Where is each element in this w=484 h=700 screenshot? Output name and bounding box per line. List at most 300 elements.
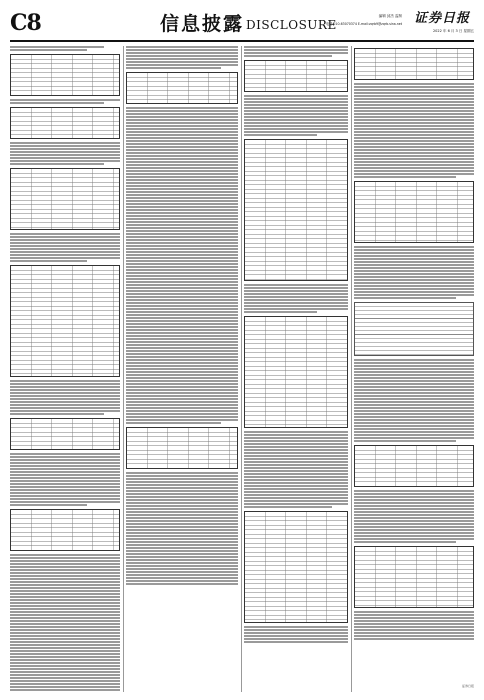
text-line bbox=[126, 170, 238, 172]
publication-date: 2022 年 6 月 3 日 星期五 bbox=[432, 29, 474, 33]
text-line bbox=[10, 590, 120, 592]
text-line bbox=[10, 560, 120, 562]
text-line bbox=[354, 291, 474, 293]
text-line bbox=[244, 284, 348, 286]
text-line bbox=[126, 113, 238, 115]
text-line bbox=[244, 299, 348, 301]
text-line bbox=[126, 544, 238, 546]
data-table bbox=[244, 316, 348, 428]
text-line bbox=[126, 116, 238, 118]
text-line bbox=[10, 254, 120, 256]
text-line bbox=[244, 296, 348, 298]
text-line bbox=[126, 511, 238, 513]
text-line bbox=[10, 644, 120, 646]
text-line bbox=[10, 584, 120, 586]
text-line bbox=[126, 67, 221, 69]
text-line bbox=[10, 596, 120, 598]
data-table bbox=[10, 418, 120, 450]
text-line bbox=[354, 273, 474, 275]
text-line bbox=[10, 380, 120, 382]
text-line bbox=[10, 674, 120, 676]
text-line bbox=[10, 501, 120, 503]
text-line bbox=[244, 434, 348, 436]
text-line bbox=[244, 134, 317, 136]
text-line bbox=[354, 89, 474, 91]
text-line bbox=[354, 383, 474, 385]
text-line bbox=[244, 290, 348, 292]
text-line bbox=[126, 356, 238, 358]
text-line bbox=[354, 134, 474, 136]
page-number: C8 bbox=[10, 10, 41, 36]
text-line bbox=[244, 119, 348, 121]
text-line bbox=[126, 278, 238, 280]
text-line bbox=[10, 251, 120, 253]
text-line bbox=[126, 287, 238, 289]
text-line bbox=[244, 46, 348, 48]
text-line bbox=[126, 335, 238, 337]
text-line bbox=[126, 541, 238, 543]
text-line bbox=[10, 683, 120, 685]
text-line bbox=[354, 541, 456, 543]
section-title-cn: 信息披露 bbox=[160, 13, 245, 35]
text-line bbox=[354, 167, 474, 169]
text-line bbox=[354, 538, 474, 540]
text-line bbox=[126, 55, 238, 57]
text-line bbox=[126, 254, 238, 256]
text-line bbox=[10, 486, 120, 488]
text-line bbox=[126, 574, 238, 576]
text-line bbox=[126, 407, 238, 409]
text-line bbox=[10, 498, 120, 500]
text-line bbox=[126, 161, 238, 163]
text-line bbox=[126, 64, 238, 66]
text-line bbox=[126, 535, 238, 537]
text-line bbox=[244, 311, 317, 313]
text-line bbox=[10, 46, 104, 48]
text-line bbox=[354, 282, 474, 284]
text-line bbox=[126, 269, 238, 271]
text-line bbox=[126, 52, 238, 54]
text-line bbox=[10, 233, 120, 235]
text-line bbox=[10, 99, 120, 101]
text-line bbox=[126, 194, 238, 196]
text-line bbox=[10, 671, 120, 673]
text-line bbox=[126, 158, 238, 160]
text-line bbox=[10, 468, 120, 470]
text-line bbox=[126, 131, 238, 133]
text-line bbox=[354, 425, 474, 427]
text-line bbox=[10, 614, 120, 616]
text-line bbox=[354, 529, 474, 531]
figure bbox=[354, 302, 474, 356]
text-line bbox=[10, 662, 120, 664]
text-line bbox=[244, 104, 348, 106]
text-line bbox=[126, 215, 238, 217]
data-table bbox=[354, 546, 474, 608]
text-line bbox=[10, 453, 120, 455]
text-line bbox=[126, 580, 238, 582]
text-line bbox=[10, 459, 120, 461]
text-line bbox=[126, 176, 238, 178]
text-line bbox=[126, 565, 238, 567]
text-line bbox=[10, 398, 120, 400]
text-line bbox=[244, 113, 348, 115]
text-line bbox=[354, 98, 474, 100]
data-table bbox=[10, 168, 120, 230]
text-line bbox=[10, 629, 120, 631]
text-line bbox=[244, 431, 348, 433]
text-line bbox=[126, 155, 238, 157]
text-line bbox=[244, 638, 348, 640]
text-line bbox=[244, 629, 348, 631]
text-line bbox=[244, 461, 348, 463]
text-line bbox=[126, 134, 238, 136]
text-line bbox=[244, 101, 348, 103]
text-line bbox=[354, 161, 474, 163]
column-2 bbox=[126, 46, 238, 692]
data-table bbox=[10, 265, 120, 377]
text-line bbox=[126, 308, 238, 310]
column-4 bbox=[354, 46, 474, 692]
text-line bbox=[126, 188, 238, 190]
text-line bbox=[126, 275, 238, 277]
text-line bbox=[244, 122, 348, 124]
text-line bbox=[126, 209, 238, 211]
text-line bbox=[10, 142, 120, 144]
text-line bbox=[354, 422, 474, 424]
text-line bbox=[126, 182, 238, 184]
text-line bbox=[126, 553, 238, 555]
text-line bbox=[354, 532, 474, 534]
footer-mark: 证券日报 bbox=[461, 684, 474, 688]
text-line bbox=[126, 484, 238, 486]
text-line bbox=[10, 686, 120, 688]
text-line bbox=[10, 392, 120, 394]
text-line bbox=[126, 344, 238, 346]
text-line bbox=[10, 608, 120, 610]
text-line bbox=[354, 620, 474, 622]
text-line bbox=[126, 290, 238, 292]
text-line bbox=[354, 407, 474, 409]
text-line bbox=[244, 458, 348, 460]
text-line bbox=[126, 377, 238, 379]
text-line bbox=[126, 475, 238, 477]
text-line bbox=[126, 125, 238, 127]
text-line bbox=[354, 276, 474, 278]
text-line bbox=[10, 575, 120, 577]
text-line bbox=[126, 49, 238, 51]
text-line bbox=[354, 246, 474, 248]
text-line bbox=[126, 212, 238, 214]
text-line bbox=[126, 251, 238, 253]
text-line bbox=[244, 52, 348, 54]
text-line bbox=[354, 380, 474, 382]
text-line bbox=[126, 224, 238, 226]
text-line bbox=[10, 471, 120, 473]
text-line bbox=[126, 362, 238, 364]
text-line bbox=[126, 583, 238, 585]
text-line bbox=[354, 395, 474, 397]
text-line bbox=[126, 329, 238, 331]
text-line bbox=[354, 638, 474, 640]
text-line bbox=[354, 267, 474, 269]
text-line bbox=[354, 614, 474, 616]
text-line bbox=[354, 392, 474, 394]
text-line bbox=[126, 107, 238, 109]
text-line bbox=[10, 602, 120, 604]
text-line bbox=[126, 559, 238, 561]
text-line bbox=[244, 506, 332, 508]
text-line bbox=[354, 113, 474, 115]
text-line bbox=[354, 505, 474, 507]
text-line bbox=[126, 532, 238, 534]
text-line bbox=[126, 164, 238, 166]
text-line bbox=[126, 380, 238, 382]
text-line bbox=[126, 296, 238, 298]
data-table bbox=[244, 60, 348, 92]
text-line bbox=[10, 154, 120, 156]
text-line bbox=[354, 517, 474, 519]
text-line bbox=[10, 659, 120, 661]
text-line bbox=[126, 206, 238, 208]
column-divider bbox=[351, 46, 352, 692]
text-line bbox=[10, 483, 120, 485]
text-line bbox=[10, 245, 120, 247]
newspaper-logo: 证券日报 bbox=[414, 11, 471, 26]
text-line bbox=[126, 538, 238, 540]
text-line bbox=[244, 482, 348, 484]
text-line bbox=[244, 107, 348, 109]
text-line bbox=[126, 568, 238, 570]
text-line bbox=[354, 270, 474, 272]
text-line bbox=[126, 128, 238, 130]
text-line bbox=[126, 281, 238, 283]
text-line bbox=[126, 326, 238, 328]
data-table bbox=[354, 445, 474, 487]
text-line bbox=[354, 416, 474, 418]
text-line bbox=[354, 629, 474, 631]
text-line bbox=[126, 353, 238, 355]
text-line bbox=[244, 488, 348, 490]
text-line bbox=[244, 632, 348, 634]
text-line bbox=[126, 143, 238, 145]
text-line bbox=[10, 151, 120, 153]
text-line bbox=[354, 389, 474, 391]
text-line bbox=[244, 308, 348, 310]
text-line bbox=[354, 152, 474, 154]
text-line bbox=[10, 480, 120, 482]
text-line bbox=[126, 191, 238, 193]
text-line bbox=[126, 481, 238, 483]
text-line bbox=[10, 148, 120, 150]
text-line bbox=[10, 410, 120, 412]
text-line bbox=[126, 365, 238, 367]
text-line bbox=[10, 413, 104, 415]
data-table bbox=[354, 48, 474, 80]
text-line bbox=[126, 514, 238, 516]
text-line bbox=[10, 566, 120, 568]
text-line bbox=[10, 581, 120, 583]
text-line bbox=[126, 529, 238, 531]
text-line bbox=[354, 279, 474, 281]
text-line bbox=[126, 203, 238, 205]
text-line bbox=[126, 320, 238, 322]
text-line bbox=[126, 332, 238, 334]
text-line bbox=[126, 233, 238, 235]
data-table bbox=[10, 107, 120, 139]
text-line bbox=[354, 119, 474, 121]
text-line bbox=[244, 455, 348, 457]
text-line bbox=[126, 305, 238, 307]
text-line bbox=[126, 140, 238, 142]
text-line bbox=[244, 116, 348, 118]
text-line bbox=[354, 511, 474, 513]
text-line bbox=[126, 416, 238, 418]
text-line bbox=[10, 383, 120, 385]
text-line bbox=[126, 230, 238, 232]
text-line bbox=[126, 341, 238, 343]
contact-line: 电话:010-63070374 E-mail:zqrb9@zqrb.sina.net bbox=[325, 22, 402, 26]
text-line bbox=[354, 158, 474, 160]
text-line bbox=[354, 371, 474, 373]
text-line bbox=[126, 571, 238, 573]
text-line bbox=[354, 362, 474, 364]
text-line bbox=[244, 449, 348, 451]
text-line bbox=[126, 152, 238, 154]
text-line bbox=[126, 517, 238, 519]
text-line bbox=[10, 665, 120, 667]
text-line bbox=[244, 443, 348, 445]
column-divider bbox=[123, 46, 124, 692]
text-line bbox=[354, 92, 474, 94]
text-line bbox=[126, 577, 238, 579]
text-line bbox=[244, 49, 348, 51]
text-line bbox=[244, 500, 348, 502]
text-line bbox=[244, 626, 348, 628]
text-line bbox=[126, 413, 238, 415]
text-line bbox=[126, 110, 238, 112]
text-line bbox=[126, 493, 238, 495]
text-line bbox=[10, 489, 120, 491]
text-line bbox=[244, 470, 348, 472]
text-line bbox=[126, 383, 238, 385]
text-line bbox=[126, 260, 238, 262]
text-line bbox=[354, 264, 474, 266]
text-line bbox=[354, 508, 474, 510]
text-line bbox=[126, 185, 238, 187]
text-line bbox=[354, 170, 474, 172]
text-line bbox=[126, 401, 238, 403]
text-line bbox=[354, 419, 474, 421]
text-line bbox=[126, 419, 238, 421]
text-line bbox=[10, 677, 120, 679]
text-line bbox=[126, 395, 238, 397]
text-line bbox=[126, 478, 238, 480]
text-line bbox=[354, 428, 474, 430]
text-line bbox=[126, 487, 238, 489]
text-line bbox=[354, 514, 474, 516]
text-line bbox=[354, 104, 474, 106]
text-line bbox=[354, 252, 474, 254]
text-line bbox=[244, 437, 348, 439]
data-table bbox=[10, 54, 120, 96]
text-line bbox=[354, 526, 474, 528]
text-line bbox=[126, 389, 238, 391]
text-line bbox=[126, 293, 238, 295]
text-line bbox=[126, 422, 221, 424]
text-line bbox=[354, 125, 474, 127]
text-line bbox=[354, 626, 474, 628]
text-line bbox=[354, 535, 474, 537]
data-table bbox=[126, 427, 238, 469]
text-line bbox=[126, 200, 238, 202]
text-line bbox=[10, 617, 120, 619]
text-line bbox=[126, 146, 238, 148]
text-line bbox=[244, 131, 348, 133]
text-line bbox=[126, 359, 238, 361]
text-line bbox=[354, 294, 474, 296]
text-line bbox=[354, 359, 474, 361]
text-line bbox=[354, 365, 474, 367]
text-line bbox=[10, 557, 120, 559]
text-line bbox=[126, 149, 238, 151]
data-table bbox=[244, 511, 348, 623]
text-line bbox=[354, 149, 474, 151]
text-line bbox=[354, 490, 474, 492]
text-line bbox=[354, 404, 474, 406]
text-line bbox=[354, 95, 474, 97]
text-line bbox=[10, 641, 120, 643]
text-line bbox=[126, 197, 238, 199]
text-line bbox=[10, 578, 120, 580]
text-line bbox=[126, 550, 238, 552]
text-line bbox=[244, 125, 348, 127]
text-line bbox=[354, 431, 474, 433]
text-line bbox=[126, 499, 238, 501]
text-line bbox=[10, 647, 120, 649]
text-line bbox=[126, 284, 238, 286]
text-line bbox=[354, 86, 474, 88]
text-line bbox=[10, 462, 120, 464]
text-line bbox=[244, 503, 348, 505]
text-line bbox=[126, 520, 238, 522]
text-line bbox=[354, 285, 474, 287]
text-line bbox=[10, 145, 120, 147]
text-line bbox=[244, 635, 348, 637]
text-line bbox=[354, 520, 474, 522]
text-line bbox=[244, 491, 348, 493]
column-3 bbox=[244, 46, 348, 692]
text-line bbox=[354, 632, 474, 634]
text-line bbox=[126, 272, 238, 274]
text-line bbox=[354, 173, 474, 175]
text-line bbox=[126, 179, 238, 181]
text-line bbox=[10, 680, 120, 682]
text-line bbox=[244, 464, 348, 466]
text-line bbox=[244, 287, 348, 289]
text-line bbox=[354, 623, 474, 625]
text-line bbox=[126, 317, 238, 319]
text-line bbox=[354, 143, 474, 145]
text-line bbox=[126, 526, 238, 528]
text-line bbox=[10, 563, 120, 565]
text-line bbox=[126, 350, 238, 352]
text-line bbox=[354, 617, 474, 619]
text-line bbox=[10, 689, 120, 691]
text-line bbox=[10, 599, 120, 601]
text-line bbox=[10, 477, 120, 479]
column-divider bbox=[241, 46, 242, 692]
